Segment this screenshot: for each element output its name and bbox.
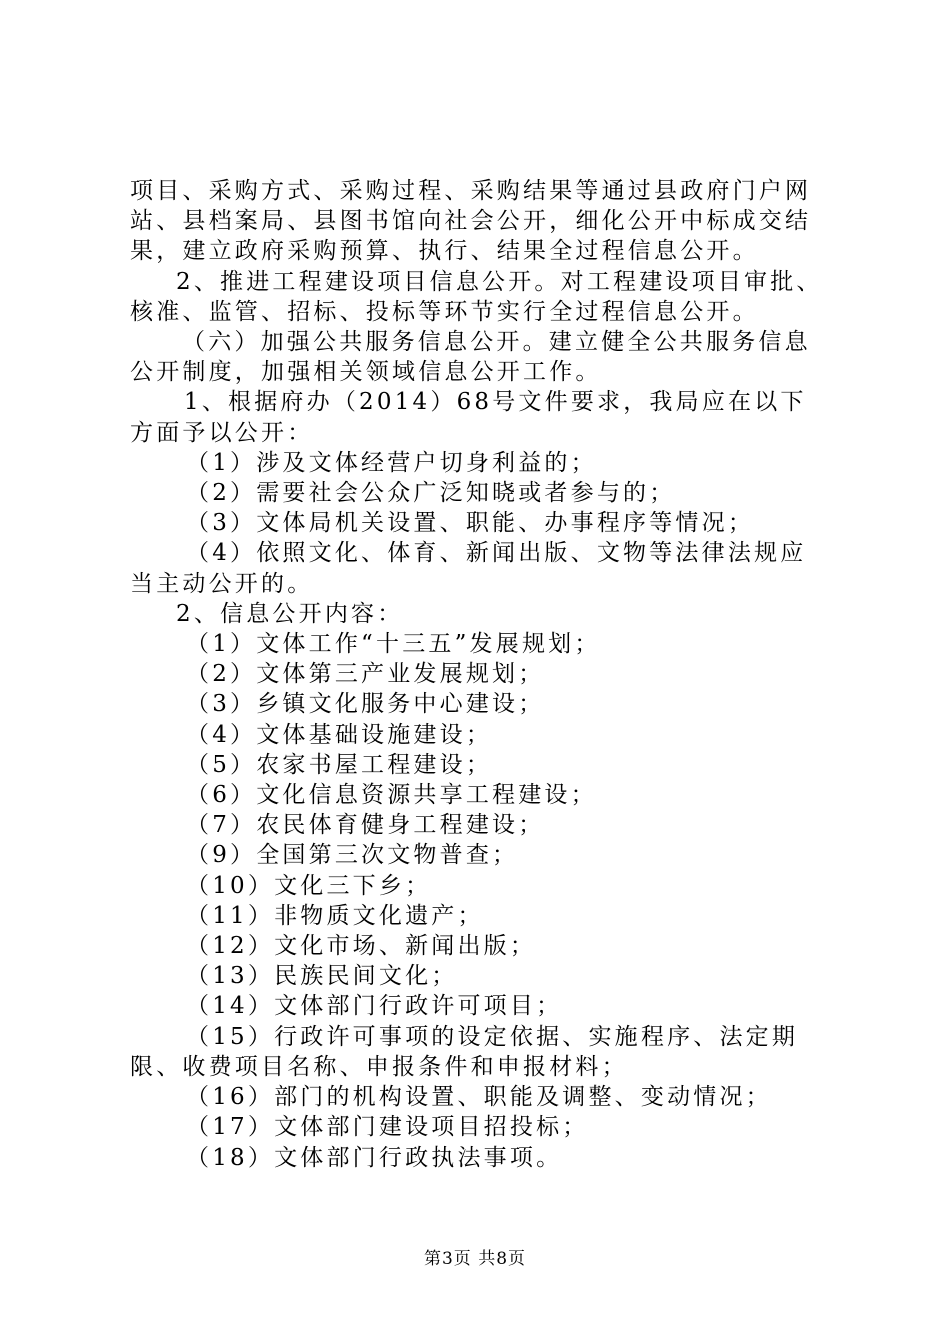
list-item: （10）文化三下乡； [186, 872, 432, 899]
list-item: （9）全国第三次文物普查； [186, 842, 519, 869]
list-item: （5）农家书屋工程建设； [186, 751, 493, 778]
list-item: （4）依照文化、体育、新闻出版、文物等法律法规应当主动公开的。 [130, 540, 807, 597]
list-item: （16）部门的机构设置、职能及调整、变动情况； [186, 1084, 772, 1111]
paragraph-engineering-projects: 2、推进工程建设项目信息公开。对工程建设项目审批、核准、监管、招标、投标等环节实行全过程信息公开。 [130, 268, 823, 325]
page-number-footer: 第3页 共8页 [423, 1249, 527, 1269]
paragraph-public-service: （六）加强公共服务信息公开。建立健全公共服务信息公开制度，加强相关领域信息公开工作。 [130, 329, 811, 386]
paragraph-procurement-disclosure: 项目、采购方式、采购过程、采购结果等通过县政府门户网站、县档案局、县图书馆向社会公开，细化公开中标成交结果，建立政府采购预算、执行、结果全过程信息公开。 [130, 178, 812, 265]
list-item: （2）文体第三产业发展规划； [186, 661, 545, 688]
document-body [130, 176, 830, 1173]
list-item: （2）需要社会公众广泛知晓或者参与的； [186, 480, 676, 507]
list-item: （1）文体工作“十三五”发展规划； [186, 631, 601, 658]
list-item: （15）行政许可事项的设定依据、实施程序、法定期限、收费项目名称、申报条件和申报材料； [130, 1023, 799, 1080]
list-item: （11）非物质文化遗产； [186, 902, 484, 929]
list-item: （6）文化信息资源共享工程建设； [186, 782, 597, 809]
list-item: （17）文体部门建设项目招投标； [186, 1114, 589, 1141]
list-item: （18）文体部门行政执法事项。 [186, 1144, 563, 1171]
paragraph-disclosure-content: 2、信息公开内容： [176, 600, 404, 627]
list-item: （13）民族民间文化； [186, 963, 458, 990]
paragraph-disclosure-scope: 1、根据府办（2014）68号文件要求，我局应在以下方面予以公开： [130, 389, 807, 446]
list-item: （1）涉及文体经营户切身利益的； [186, 449, 597, 476]
list-item: （14）文体部门行政许可项目； [186, 993, 563, 1020]
list-item: （3）乡镇文化服务中心建设； [186, 691, 545, 718]
list-item: （4）文体基础设施建设； [186, 721, 493, 748]
list-item: （3）文体局机关设置、职能、办事程序等情况； [186, 510, 755, 537]
list-item: （7）农民体育健身工程建设； [186, 812, 545, 839]
list-item: （12）文化市场、新闻出版； [186, 933, 537, 960]
